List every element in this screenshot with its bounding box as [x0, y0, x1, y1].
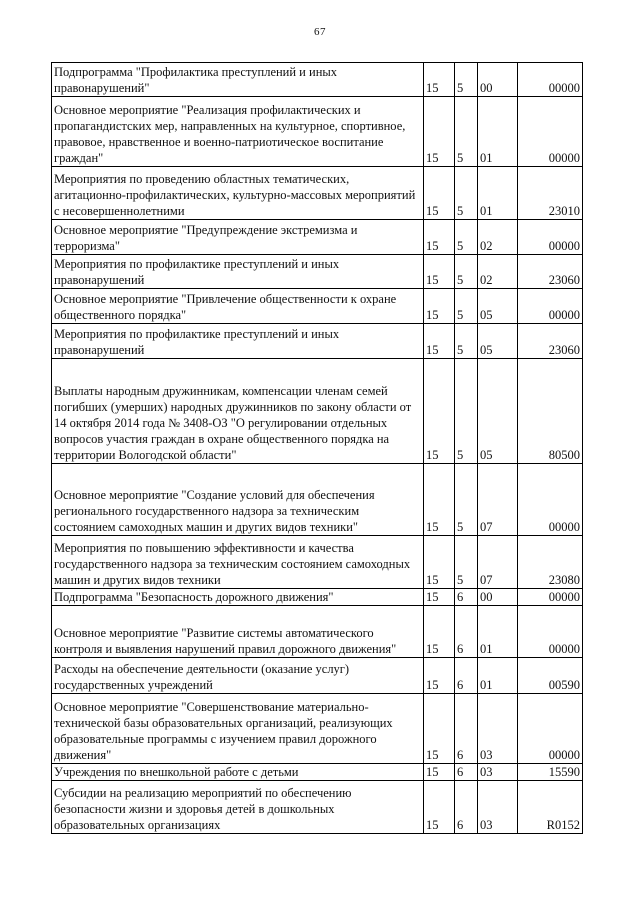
ministry-code-cell: 15 — [424, 606, 455, 658]
row-name-cell: Основное мероприятие "Совершенствование материально-технической базы образовательных организаций, реализующих образовательные программы с изучением правил дорожного движения" — [52, 694, 424, 764]
table-row — [52, 359, 583, 464]
row-name-cell: Основное мероприятие "Привлечение общественности к охране общественного порядка" — [52, 289, 424, 324]
row-name-cell: Мероприятия по повышению эффективности и качества государственного надзора за техническим состоянием самоходных машин и других видов техники — [52, 536, 424, 589]
subprogram-code-cell: 07 — [478, 536, 518, 589]
row-name-cell: Мероприятия по проведению областных тематических, агитационно-профилактических, культурно-массовых мероприятий с несовершеннолетними — [52, 167, 424, 220]
ministry-code-cell: 15 — [424, 220, 455, 255]
budget-classification-table — [51, 62, 583, 834]
ministry-code-cell: 15 — [424, 63, 455, 97]
program-code-cell: 6 — [455, 764, 478, 781]
subprogram-code-cell: 01 — [478, 167, 518, 220]
subprogram-code-cell: 01 — [478, 606, 518, 658]
program-code-cell: 6 — [455, 658, 478, 694]
direction-code-cell: 00590 — [518, 658, 583, 694]
program-code-cell: 5 — [455, 464, 478, 536]
row-name-cell: Подпрограмма "Безопасность дорожного движения" — [52, 589, 424, 606]
direction-code-cell: 80500 — [518, 359, 583, 464]
direction-code-cell: R0152 — [518, 781, 583, 834]
program-code-cell: 6 — [455, 781, 478, 834]
row-name-cell: Основное мероприятие "Реализация профилактических и пропагандистских мер, направленных на культурное, спортивное, правовое, нравственное и военно-патриотическое воспитание граждан" — [52, 97, 424, 167]
table-row — [52, 781, 583, 834]
row-name-cell: Расходы на обеспечение деятельности (оказание услуг) государственных учреждений — [52, 658, 424, 694]
program-code-cell: 5 — [455, 97, 478, 167]
direction-code-cell: 00000 — [518, 63, 583, 97]
table-row — [52, 255, 583, 289]
row-name-cell: Учреждения по внешкольной работе с детьми — [52, 764, 424, 781]
direction-code-cell: 00000 — [518, 464, 583, 536]
table-row — [52, 97, 583, 167]
row-name-cell: Основное мероприятие "Предупреждение экстремизма и терроризма" — [52, 220, 424, 255]
program-code-cell: 6 — [455, 606, 478, 658]
ministry-code-cell: 15 — [424, 289, 455, 324]
program-code-cell: 5 — [455, 63, 478, 97]
subprogram-code-cell: 03 — [478, 781, 518, 834]
program-code-cell: 5 — [455, 167, 478, 220]
program-code-cell: 6 — [455, 589, 478, 606]
table-row — [52, 324, 583, 359]
subprogram-code-cell: 05 — [478, 359, 518, 464]
subprogram-code-cell: 00 — [478, 589, 518, 606]
row-name-cell: Выплаты народным дружинникам, компенсации членам семей погибших (умерших) народных дружинников по закону области от 14 октября 2014 года № 3408-ОЗ "О регулировании отдельных вопросов участия граждан в охране общественного порядка на территории Вологодской области" — [52, 359, 424, 464]
ministry-code-cell: 15 — [424, 589, 455, 606]
subprogram-code-cell: 03 — [478, 764, 518, 781]
ministry-code-cell: 15 — [424, 324, 455, 359]
direction-code-cell: 15590 — [518, 764, 583, 781]
direction-code-cell: 00000 — [518, 220, 583, 255]
subprogram-code-cell: 07 — [478, 464, 518, 536]
direction-code-cell: 00000 — [518, 694, 583, 764]
direction-code-cell: 00000 — [518, 589, 583, 606]
table-row — [52, 63, 583, 97]
program-code-cell: 5 — [455, 255, 478, 289]
table-row — [52, 606, 583, 658]
program-code-cell: 5 — [455, 289, 478, 324]
table-row — [52, 220, 583, 255]
row-name-cell: Субсидии на реализацию мероприятий по обеспечению безопасности жизни и здоровья детей в дошкольных образовательных организациях — [52, 781, 424, 834]
ministry-code-cell: 15 — [424, 167, 455, 220]
table-row — [52, 589, 583, 606]
row-name-cell: Основное мероприятие "Развитие системы автоматического контроля и выявления нарушений правил дорожного движения" — [52, 606, 424, 658]
program-code-cell: 5 — [455, 220, 478, 255]
row-name-cell: Мероприятия по профилактике преступлений и иных правонарушений — [52, 324, 424, 359]
subprogram-code-cell: 02 — [478, 255, 518, 289]
direction-code-cell: 23010 — [518, 167, 583, 220]
ministry-code-cell: 15 — [424, 464, 455, 536]
ministry-code-cell: 15 — [424, 536, 455, 589]
program-code-cell: 5 — [455, 324, 478, 359]
direction-code-cell: 23080 — [518, 536, 583, 589]
ministry-code-cell: 15 — [424, 694, 455, 764]
direction-code-cell: 23060 — [518, 324, 583, 359]
table-row — [52, 536, 583, 589]
ministry-code-cell: 15 — [424, 781, 455, 834]
row-name-cell: Мероприятия по профилактике преступлений и иных правонарушений — [52, 255, 424, 289]
subprogram-code-cell: 01 — [478, 97, 518, 167]
row-name-cell: Подпрограмма "Профилактика преступлений и иных правонарушений" — [52, 63, 424, 97]
ministry-code-cell: 15 — [424, 359, 455, 464]
table-row — [52, 167, 583, 220]
page-number: 67 — [314, 26, 326, 38]
program-code-cell: 5 — [455, 536, 478, 589]
direction-code-cell: 00000 — [518, 289, 583, 324]
program-code-cell: 6 — [455, 694, 478, 764]
direction-code-cell: 00000 — [518, 97, 583, 167]
direction-code-cell: 23060 — [518, 255, 583, 289]
ministry-code-cell: 15 — [424, 658, 455, 694]
subprogram-code-cell: 05 — [478, 324, 518, 359]
table-row — [52, 289, 583, 324]
ministry-code-cell: 15 — [424, 97, 455, 167]
ministry-code-cell: 15 — [424, 255, 455, 289]
table-row — [52, 694, 583, 764]
table-row — [52, 658, 583, 694]
table-row — [52, 764, 583, 781]
subprogram-code-cell: 05 — [478, 289, 518, 324]
subprogram-code-cell: 01 — [478, 658, 518, 694]
ministry-code-cell: 15 — [424, 764, 455, 781]
row-name-cell: Основное мероприятие "Создание условий для обеспечения регионального государственного надзора за техническим состоянием самоходных машин и других видов техники" — [52, 464, 424, 536]
direction-code-cell: 00000 — [518, 606, 583, 658]
subprogram-code-cell: 03 — [478, 694, 518, 764]
program-code-cell: 5 — [455, 359, 478, 464]
subprogram-code-cell: 02 — [478, 220, 518, 255]
subprogram-code-cell: 00 — [478, 63, 518, 97]
table-row — [52, 464, 583, 536]
